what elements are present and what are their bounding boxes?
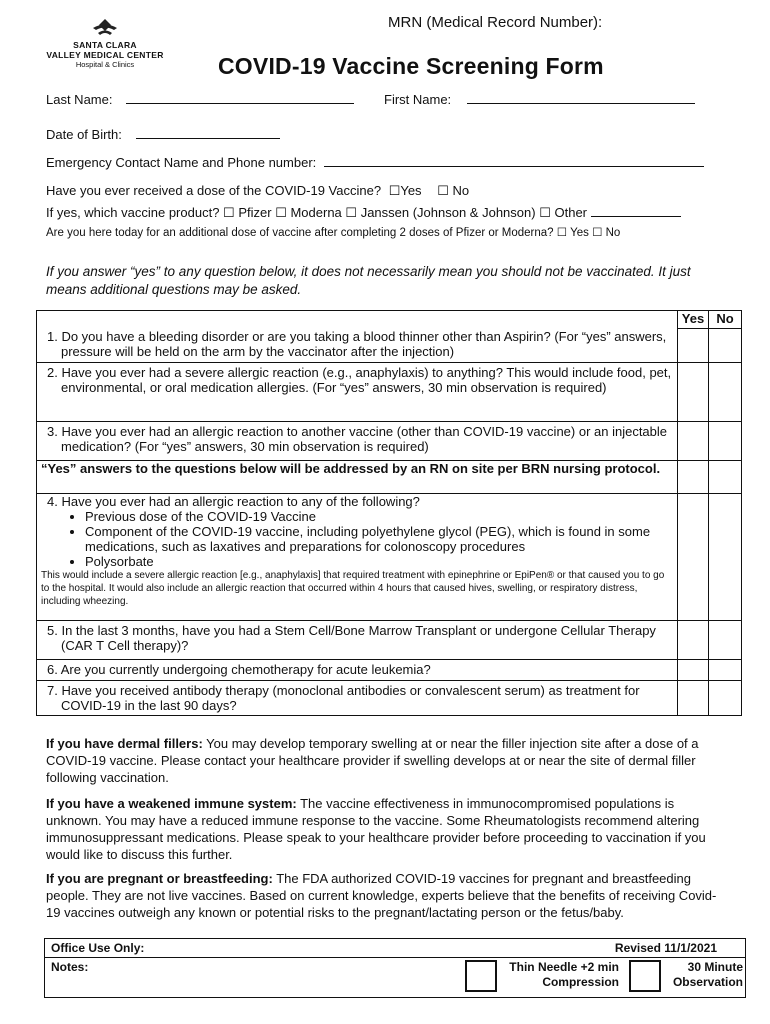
pregnancy-heading: If you are pregnant or breastfeeding: [46,871,273,886]
notes-label: Notes: [51,960,89,974]
logo-line-2: VALLEY MEDICAL CENTER [46,50,164,60]
logo-line-3: Hospital & Clinics [75,60,135,69]
moderna-option: Moderna [290,205,342,220]
checkbox[interactable]: ☐ [345,205,358,220]
yes-answer-cell[interactable] [678,620,709,659]
dob-label: Date of Birth: [46,127,122,142]
emergency-label: Emergency Contact Name and Phone number: [46,155,317,170]
product-question [46,204,681,221]
table-row [37,421,742,460]
no-answer-cell [709,460,742,493]
logo-emblem-icon [90,18,120,40]
question-header-cell [37,311,678,329]
office-use-box [44,938,746,998]
observation-label [663,960,743,990]
list-item: • Component of the COVID-19 vaccine, including polyethylene glycol (PEG), which is found in some medications, such as laxatives and preparations for colonoscopy procedures [85,524,673,554]
table-row [37,329,742,363]
thin-needle-line-1: Thin Needle +2 min [509,960,619,974]
yes-column-header: Yes [678,311,709,329]
yes-option: Yes [400,183,422,198]
question-7: 7. Have you received antibody therapy (monoclonal antibodies or convalescent serum) as treatment for COVID-19 in the last 90 days? [47,682,640,713]
thin-needle-checkbox[interactable] [465,960,497,992]
form-title: COVID-19 Vaccine Screening Form [218,53,604,79]
no-answer-cell[interactable] [709,362,742,421]
product-label: If yes, which vaccine product? [46,205,220,220]
dermal-body: You may develop temporary swelling at or near the filler injection site after a dose of a COVID-19 vaccine. Please contact your healthcare provider if swelling develops at or near the site of dermal filler following vaccination. [46,736,699,785]
observation-checkbox[interactable] [629,960,661,992]
question-4: 4. Have you ever had an allergic reaction to any of the following? [47,493,420,509]
immune-system-note [46,795,726,863]
mrn-label: MRN (Medical Record Number): [388,14,603,31]
revised-date: Revised 11/1/2021 [614,941,717,955]
logo-line-1: SANTA CLARA [73,40,137,50]
observation-line-2: Observation [672,975,743,989]
yes-answer-cell[interactable] [678,329,709,363]
emergency-line[interactable] [324,154,704,167]
observation-line-1: 30 Minute [687,960,743,974]
yes-answer-cell[interactable] [678,421,709,460]
yes-answer-cell[interactable] [678,659,709,680]
checkbox[interactable]: ☐ [539,205,551,220]
last-name-field[interactable] [46,91,354,107]
hospital-logo [40,18,170,70]
no-answer-cell[interactable] [709,620,742,659]
table-row [37,680,742,715]
table-row [37,460,742,493]
thin-needle-line-2: Compression [542,975,619,989]
table-row [37,493,742,620]
no-answer-cell[interactable] [709,421,742,460]
no-option: No [605,227,621,239]
no-answer-cell[interactable] [709,659,742,680]
question-2: 2. Have you ever had a severe allergic reaction (e.g., anaphylaxis) to anything? This would include food, pet, environmental, or oral medication allergies. (For “yes” answers, 30 min observation is required) [47,364,672,395]
question-6: 6. Are you currently undergoing chemotherapy for acute leukemia? [47,661,431,677]
last-name-line[interactable] [126,91,354,104]
last-name-label: Last Name: [46,92,113,107]
office-use-header [45,939,745,958]
list-item: • Polysorbate [85,554,673,569]
janssen-option: Janssen (Johnson & Johnson) [360,205,536,220]
checkbox[interactable]: ☐ [592,227,603,239]
first-name-line[interactable] [467,91,695,104]
no-option: No [452,183,470,198]
question-3: 3. Have you ever had an allergic reaction to another vaccine (other than COVID-19 vaccine) or an injectable medication? (For “yes” answers, 30 min observation is required) [47,423,668,454]
emergency-field[interactable] [46,154,704,170]
question-4-list [41,509,673,569]
no-answer-cell[interactable] [709,329,742,363]
dob-line[interactable] [136,126,280,139]
no-column-header: No [709,311,742,329]
no-answer-cell[interactable] [709,680,742,715]
additional-label: Are you here today for an additional dose of vaccine after completing 2 doses of Pfizer or Moderna? [46,227,554,239]
intro-text: If you answer “yes” to any question below, it does not necessarily mean you should not be vaccinated. It just means additional questions may be asked. [46,264,691,297]
yes-option: Yes [570,227,589,239]
additional-question [46,225,620,239]
checkbox[interactable]: ☐ [223,205,235,220]
table-row [37,362,742,421]
dermal-fillers-note [46,735,726,786]
no-answer-cell[interactable] [709,493,742,620]
table-row [37,620,742,659]
checkbox[interactable]: ☐ [556,227,568,239]
thin-needle-label [501,960,619,990]
rn-protocol-note: “Yes” answers to the questions below will be addressed by an RN on site per BRN nursing protocol. [37,460,678,493]
checkbox[interactable]: ☐ [275,205,287,220]
pregnancy-body: The FDA authorized COVID-19 vaccines for pregnant and breastfeeding people. They are not live vaccines. Based on current knowledge, experts believe that the benefits of receiving Covid-19 vaccines outweigh any known or potential risks to the pregnant/lactating person or the fetus/baby. [46,871,717,920]
other-option: Other [554,205,587,220]
question-1: 1. Do you have a bleeding disorder or are you taking a blood thinner other than Aspirin? (For “yes” answers, pressure will be held on the arm by the vaccinator after the injection) [47,328,667,359]
pfizer-option: Pfizer [238,205,272,220]
yes-answer-cell[interactable] [678,680,709,715]
first-name-label: First Name: [384,92,452,107]
question-5: 5. In the last 3 months, have you had a Stem Cell/Bone Marrow Transplant or undergone Cellular Therapy (CAR T Cell therapy)? [47,622,656,653]
checkbox[interactable]: ☐ [437,183,449,198]
table-row [37,659,742,680]
received-label: Have you ever received a dose of the COVID-19 Vaccine? [46,183,382,198]
checkbox[interactable]: ☐ [388,183,401,198]
yes-answer-cell [678,460,709,493]
table-header-row [37,311,742,329]
list-item: • Previous dose of the COVID-19 Vaccine [85,509,673,524]
yes-answer-cell[interactable] [678,493,709,620]
immune-heading: If you have a weakened immune system: [46,796,297,811]
other-line[interactable] [591,204,681,217]
pregnancy-note [46,870,726,921]
first-name-field[interactable] [384,91,695,107]
office-use-label: Office Use Only: [51,941,145,955]
screening-table [36,310,742,716]
question-4-note: This would include a severe allergic reaction [e.g., anaphylaxis] that required treatment with epinephrine or EpiPen® or that caused you to go to the hospital. It would also include an allergic reaction that occurred within 4 hours that caused hives, swelling, or respiratory distress, including wheezing. [41,569,665,607]
immune-body: The vaccine effectiveness in immunocompromised populations is unknown. You may have a reduced immune response to the vaccine. Some Rheumatologists recommend altering immunosuppressant medications. Please speak to your healthcare provider before proceeding to vaccination if you would like to discuss this further. [46,796,706,862]
dob-field[interactable] [46,126,280,142]
received-question [46,183,469,199]
yes-answer-cell[interactable] [678,362,709,421]
dermal-heading: If you have dermal fillers: [46,736,203,751]
